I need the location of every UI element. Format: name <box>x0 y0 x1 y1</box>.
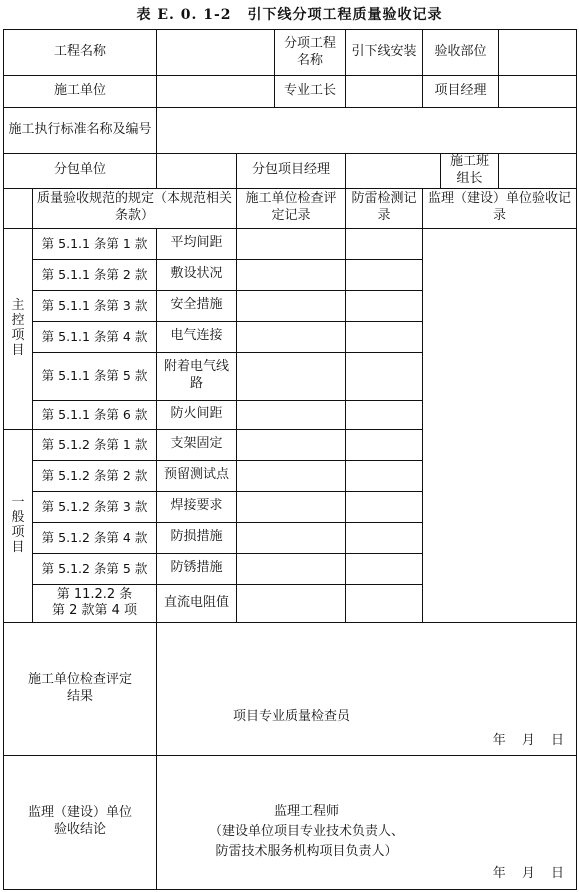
label-project-name: 工程名称 <box>4 30 157 76</box>
column-header-supervision: 监理（建设）单位验收记录 <box>423 188 577 228</box>
construction-result-row <box>4 622 577 755</box>
construction-result-label: 施工单位检查评定结果 <box>4 622 157 755</box>
value-team-leader[interactable] <box>499 154 577 189</box>
item-cell: 平均间距 <box>157 228 237 259</box>
responsible-person-note-1: （建设单位项目专业技术负责人、 <box>209 823 405 839</box>
clause-cell: 第 5.1.1 条第 2 款 <box>33 259 157 290</box>
item-cell: 电气连接 <box>157 321 237 352</box>
form-title <box>0 4 579 24</box>
header-row-standard <box>4 108 577 154</box>
clause-cell: 第 5.1.1 条第 4 款 <box>33 321 157 352</box>
acceptance-record-table <box>3 29 577 890</box>
responsible-person-note-2: 防雷技术服务机构项目负责人） <box>215 843 398 859</box>
value-project-manager[interactable] <box>499 76 577 108</box>
lightning-check-cell[interactable] <box>346 460 423 491</box>
label-standard: 施工执行标准名称及编号 <box>4 108 157 154</box>
lightning-check-cell[interactable] <box>346 584 423 622</box>
construction-check-cell[interactable] <box>237 259 346 290</box>
column-header-lightning-check: 防雷检测记录 <box>346 188 423 228</box>
supervision-result-cell[interactable] <box>157 755 577 889</box>
value-sub-project-name: 引下线安装 <box>346 30 423 76</box>
construction-date: 年 月 日 <box>492 732 565 748</box>
label-team-leader: 施工班组长 <box>441 154 499 189</box>
column-header-construction-check: 施工单位检查评定记录 <box>237 188 346 228</box>
construction-check-cell[interactable] <box>237 553 346 584</box>
clause-cell: 第 5.1.1 条第 1 款 <box>33 228 157 259</box>
construction-check-cell[interactable] <box>237 352 346 400</box>
column-header-spec: 质量验收规范的规定（本规范相关条款） <box>33 188 237 228</box>
column-header-row <box>4 188 577 228</box>
item-cell: 焊接要求 <box>157 491 237 522</box>
lightning-check-cell[interactable] <box>346 228 423 259</box>
lightning-check-cell[interactable] <box>346 429 423 460</box>
supervision-result-row <box>4 755 577 889</box>
construction-check-cell[interactable] <box>237 400 346 429</box>
value-acceptance-part[interactable] <box>499 30 577 76</box>
construction-check-cell[interactable] <box>237 460 346 491</box>
item-cell: 预留测试点 <box>157 460 237 491</box>
lightning-check-cell[interactable] <box>346 553 423 584</box>
item-cell: 敷设状况 <box>157 259 237 290</box>
label-construction-unit: 施工单位 <box>4 76 157 108</box>
item-cell: 防锈措施 <box>157 553 237 584</box>
clause-cell: 第 5.1.1 条第 5 款 <box>33 352 157 400</box>
lightning-check-cell[interactable] <box>346 290 423 321</box>
lightning-check-cell[interactable] <box>346 400 423 429</box>
clause-cell: 第 5.1.2 条第 4 款 <box>33 522 157 553</box>
form-name: 引下线分项工程质量验收记录 <box>247 7 443 23</box>
construction-result-cell[interactable] <box>157 622 577 755</box>
supervision-date: 年 月 日 <box>492 865 565 881</box>
general-items-label: 一 般 项 目 <box>4 429 33 622</box>
header-row-project <box>4 30 577 76</box>
construction-check-cell[interactable] <box>237 522 346 553</box>
form-code: 表 E. 0. 1-2 <box>136 7 232 23</box>
item-cell: 直流电阻值 <box>157 584 237 622</box>
construction-check-cell[interactable] <box>237 429 346 460</box>
label-sub-project-name: 分项工程名称 <box>275 30 346 76</box>
label-foreman: 专业工长 <box>275 76 346 108</box>
clause-cell: 第 5.1.2 条第 1 款 <box>33 429 157 460</box>
label-sub-project-manager: 分包项目经理 <box>237 154 346 189</box>
clause-cell: 第 5.1.1 条第 6 款 <box>33 400 157 429</box>
lightning-check-cell[interactable] <box>346 259 423 290</box>
clause-cell: 第 5.1.2 条第 2 款 <box>33 460 157 491</box>
column-header-blank <box>4 188 33 228</box>
header-row-construction <box>4 76 577 108</box>
item-cell: 附着电气线路 <box>157 352 237 400</box>
construction-check-cell[interactable] <box>237 584 346 622</box>
supervising-engineer-label: 监理工程师 <box>274 803 340 819</box>
construction-check-cell[interactable] <box>237 491 346 522</box>
supervision-record-cell[interactable] <box>423 228 577 622</box>
construction-check-cell[interactable] <box>237 321 346 352</box>
label-acceptance-part: 验收部位 <box>423 30 499 76</box>
value-standard[interactable] <box>157 108 577 154</box>
item-cell: 安全措施 <box>157 290 237 321</box>
value-sub-project-manager[interactable] <box>346 154 441 189</box>
header-row-subcontractor <box>4 154 577 189</box>
clause-cell: 第 5.1.2 条第 5 款 <box>33 553 157 584</box>
item-cell: 防火间距 <box>157 400 237 429</box>
clause-cell: 第 5.1.2 条第 3 款 <box>33 491 157 522</box>
label-subcontractor: 分包单位 <box>4 154 157 189</box>
quality-inspector-label: 项目专业质量检查员 <box>233 708 351 724</box>
value-foreman[interactable] <box>346 76 423 108</box>
lightning-check-cell[interactable] <box>346 491 423 522</box>
lightning-check-cell[interactable] <box>346 321 423 352</box>
clause-cell: 第 11.2.2 条第 2 款第 4 项 <box>33 584 157 622</box>
item-cell: 支架固定 <box>157 429 237 460</box>
value-project-name[interactable] <box>157 30 275 76</box>
label-project-manager: 项目经理 <box>423 76 499 108</box>
value-subcontractor[interactable] <box>157 154 237 189</box>
lightning-check-cell[interactable] <box>346 352 423 400</box>
lightning-check-cell[interactable] <box>346 522 423 553</box>
supervision-result-label: 监理（建设）单位验收结论 <box>4 755 157 889</box>
table-row <box>4 228 577 259</box>
construction-check-cell[interactable] <box>237 228 346 259</box>
main-items-label: 主 控 项 目 <box>4 228 33 429</box>
construction-check-cell[interactable] <box>237 290 346 321</box>
item-cell: 防损措施 <box>157 522 237 553</box>
clause-cell: 第 5.1.1 条第 3 款 <box>33 290 157 321</box>
value-construction-unit[interactable] <box>157 76 275 108</box>
